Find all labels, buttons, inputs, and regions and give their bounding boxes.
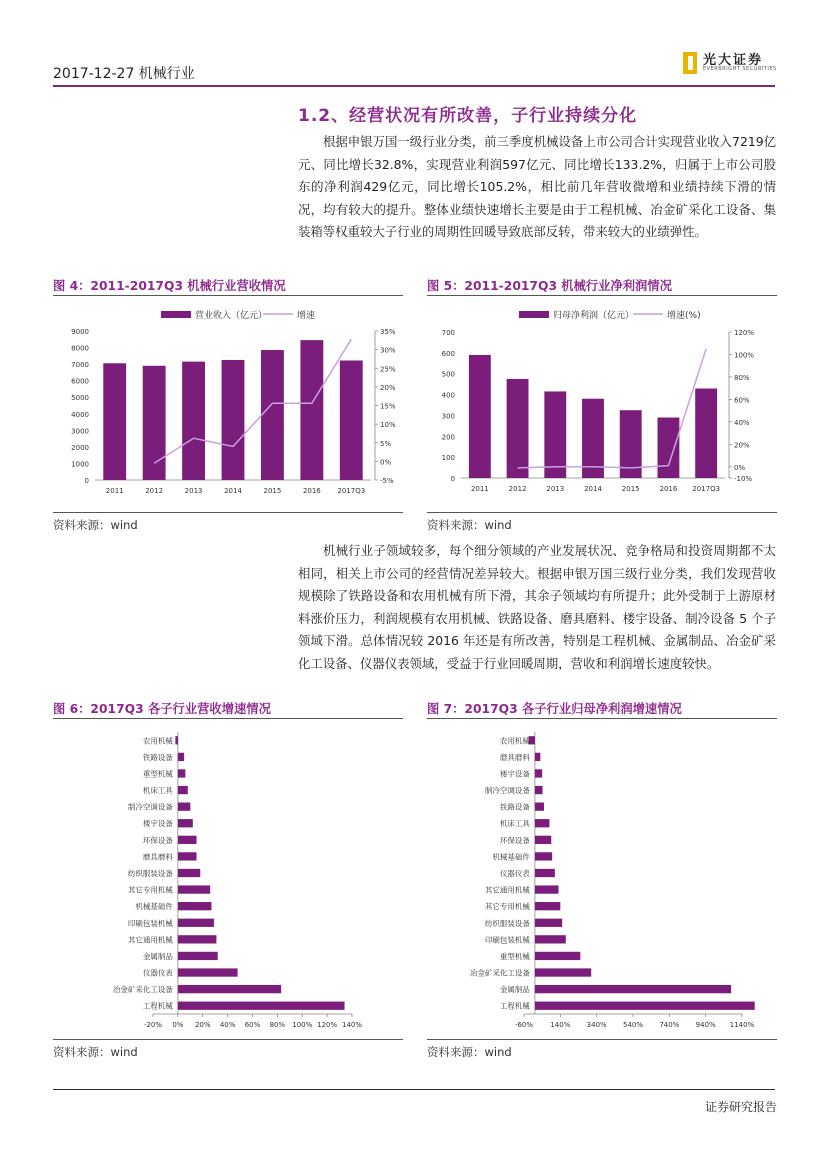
bar-纺织服装设备: [535, 919, 562, 927]
legend-bar-swatch: [519, 311, 549, 318]
y2-tick-label: 0%: [734, 463, 746, 472]
category-label: 其它专用机械: [127, 885, 173, 895]
category-label: 铁路设备: [142, 752, 173, 762]
y2-tick-label: 0%: [380, 458, 392, 467]
bar-楼宇设备: [535, 769, 542, 777]
logo-english: EVERBRIGHT SECURITIES: [703, 66, 777, 72]
x-tick-label: 2017Q3: [692, 485, 721, 493]
figure-7-source: 资料来源：wind: [427, 1045, 512, 1059]
bar-制冷空调设备: [535, 786, 543, 794]
y2-tick-label: 20%: [380, 383, 396, 392]
paragraph-2: [298, 540, 776, 676]
bar-印刷包装机械: [535, 935, 566, 943]
bar-楼宇设备: [178, 819, 193, 827]
x-tick-label: 0%: [172, 1021, 184, 1029]
bar-铁路设备: [178, 753, 184, 761]
logo-mark-icon: [683, 52, 697, 74]
bar-2014: [222, 360, 245, 480]
y-tick-label: 700: [441, 329, 455, 337]
bar-铁路设备: [535, 803, 544, 811]
bar-农用机械: [175, 736, 177, 744]
y2-tick-label: -5%: [380, 477, 394, 485]
bar-2016: [300, 340, 323, 480]
y2-tick-label: 40%: [734, 418, 750, 427]
x-tick-label: 80%: [269, 1021, 286, 1029]
bar-磨具磨料: [178, 852, 197, 860]
bar-2015: [261, 350, 284, 480]
x-tick-label: 2013: [546, 485, 565, 493]
report-date-industry: 2017-12-27 机械行业: [53, 66, 195, 82]
category-label: 金属制品: [499, 985, 530, 995]
category-label: 重型机械: [499, 951, 530, 961]
y-tick-label: 1000: [71, 460, 89, 469]
category-label: 纺织服装设备: [127, 869, 173, 878]
y-tick-label: 6000: [71, 377, 89, 386]
bar-2016: [657, 418, 679, 478]
figure-6-title: 图 6：2017Q3 各子行业营收增速情况: [53, 702, 271, 716]
paragraph-1-text: 根据申银万国一级行业分类，前三季度机械设备上市公司合计实现营业收入7219亿元、同比增长32.8%，实现营业利润597亿元、同比增长133.2%，归属于上市公司股东的净利润429亿元，同比增长105.2%，相比前几年营收微增和业绩持续下滑的情况，均有较大的提升。整体业绩快速增长主要是由于工程机械、冶金矿采化工设备、集装箱等权重较大子行业的周期性回暖导致底部反转，带来较大的业绩弹性。: [298, 134, 776, 240]
bar-工程机械: [535, 1002, 755, 1010]
x-tick-label: 2017Q3: [337, 487, 366, 495]
y2-tick-label: 10%: [380, 421, 396, 430]
y2-tick-label: 20%: [734, 441, 750, 450]
category-label: 印刷包装机械: [484, 935, 530, 945]
category-label: 磨具磨料: [499, 752, 530, 762]
bar-工程机械: [178, 1002, 345, 1010]
bar-2013: [544, 391, 566, 478]
y-tick-label: 500: [441, 370, 455, 379]
y-tick-label: 400: [441, 391, 455, 400]
x-tick-label: 340%: [586, 1021, 607, 1029]
bar-2011: [469, 355, 491, 478]
y-tick-label: 2000: [71, 443, 89, 452]
x-tick-label: 2015: [263, 487, 282, 495]
bar-机床工具: [535, 819, 550, 827]
x-tick-label: 2013: [184, 487, 203, 495]
y2-tick-label: 100%: [734, 351, 755, 360]
y2-tick-label: 35%: [380, 328, 396, 336]
x-tick-label: 100%: [292, 1021, 313, 1029]
x-tick-label: 2016: [659, 485, 678, 493]
category-label: 仪器仪表: [499, 869, 530, 878]
x-tick-label: 2012: [145, 487, 164, 495]
legend-line-label: 增速: [297, 311, 316, 321]
category-label: 农用机械: [499, 736, 530, 746]
category-label: 重型机械: [142, 769, 173, 779]
figure-7-bottom-rule: [427, 1039, 777, 1040]
y2-tick-label: 120%: [734, 329, 755, 337]
bar-机械基础件: [178, 902, 212, 910]
x-tick-label: 1140%: [729, 1021, 755, 1029]
paragraph-1: [298, 131, 776, 244]
x-tick-label: 740%: [659, 1021, 680, 1029]
figure-7-chart: [427, 722, 777, 1036]
bar-纺织服装设备: [178, 869, 200, 877]
category-label: 工程机械: [499, 1001, 530, 1011]
y-tick-label: 7000: [71, 361, 89, 370]
bar-仪器仪表: [178, 968, 238, 976]
bar-冶金矿采化工设备: [535, 968, 591, 976]
bar-其它通用机械: [535, 885, 559, 893]
y-tick-label: 9000: [71, 328, 89, 336]
x-tick-label: 2011: [105, 487, 124, 495]
bar-重型机械: [178, 769, 185, 777]
category-label: 机械基础件: [492, 852, 530, 862]
bar-冶金矿采化工设备: [178, 985, 281, 993]
bar-金属制品: [535, 985, 731, 993]
bar-环保设备: [535, 836, 551, 844]
category-label: 冶金矿采化工设备: [469, 968, 530, 978]
legend-line-label: 增速(%): [667, 311, 701, 321]
x-tick-label: 2012: [508, 485, 527, 493]
y-tick-label: 0: [84, 477, 89, 485]
bar-机床工具: [178, 786, 188, 794]
legend-bar-swatch: [161, 311, 191, 318]
figure-7-rule: [427, 718, 777, 719]
x-tick-label: 2015: [621, 485, 640, 493]
x-tick-label: 20%: [194, 1021, 211, 1029]
figure-4-rule: [53, 295, 403, 296]
figure-5-bottom-rule: [427, 512, 777, 513]
category-label: 金属制品: [142, 951, 173, 961]
x-tick-label: 40%: [219, 1021, 236, 1029]
figure-4-source: 资料来源：wind: [53, 518, 138, 532]
category-label: 机械基础件: [135, 902, 173, 912]
bar-重型机械: [535, 952, 580, 960]
bar-机械基础件: [535, 852, 552, 860]
company-logo: [683, 52, 777, 74]
bar-其它专用机械: [178, 885, 210, 893]
logo-name: 光大证券: [703, 53, 764, 68]
figure-6-source: 资料来源：wind: [53, 1045, 138, 1059]
section-title: 1.2、经营状况有所改善，子行业持续分化: [298, 106, 638, 126]
y2-tick-label: -10%: [734, 475, 753, 483]
y-tick-label: 300: [441, 412, 455, 421]
category-label: 铁路设备: [499, 802, 530, 812]
category-label: 机床工具: [142, 786, 173, 796]
legend-bar-label: 归母净利润（亿元）: [553, 311, 635, 321]
figure-4-chart: [53, 298, 403, 510]
figure-5-source: 资料来源：wind: [427, 518, 512, 532]
category-label: 印刷包装机械: [127, 918, 173, 928]
category-label: 楼宇设备: [499, 769, 530, 779]
category-label: 纺织服装设备: [484, 918, 530, 928]
y2-tick-label: 5%: [380, 439, 392, 448]
x-tick-label: 140%: [341, 1021, 363, 1029]
y2-tick-label: 60%: [734, 396, 750, 405]
x-tick-label: 2016: [302, 487, 321, 495]
x-tick-label: 2014: [224, 487, 242, 495]
y2-tick-label: 25%: [380, 365, 396, 374]
figure-5-title: 图 5：2011-2017Q3 机械行业净利润情况: [427, 279, 672, 293]
footer-label: 证券研究报告: [705, 1100, 778, 1114]
figure-4-title: 图 4：2011-2017Q3 机械行业营收情况: [53, 279, 286, 293]
category-label: 制冷空调设备: [127, 802, 173, 812]
category-label: 其它专用机械: [484, 902, 530, 912]
bar-2012: [507, 379, 529, 478]
x-tick-label: 2014: [584, 485, 602, 493]
x-tick-label: 120%: [317, 1021, 338, 1029]
bar-2011: [103, 363, 126, 480]
category-label: 环保设备: [142, 835, 173, 845]
category-label: 楼宇设备: [142, 819, 173, 829]
figure-6-chart: [53, 722, 403, 1036]
x-tick-label: 2011: [470, 485, 489, 493]
bar-2013: [182, 362, 205, 480]
y-tick-label: 3000: [71, 427, 89, 436]
category-label: 工程机械: [142, 1001, 173, 1011]
bar-印刷包装机械: [178, 919, 214, 927]
figure-7-title: 图 7：2017Q3 各子行业归母净利润增速情况: [427, 702, 682, 716]
y2-tick-label: 80%: [734, 373, 750, 382]
category-label: 冶金矿采化工设备: [112, 985, 173, 995]
x-tick-label: -60%: [514, 1021, 534, 1029]
y2-tick-label: 15%: [380, 402, 396, 411]
legend-bar-label: 营业收入（亿元）: [195, 311, 268, 321]
x-tick-label: 540%: [622, 1021, 644, 1029]
y2-tick-label: 30%: [380, 346, 396, 355]
y-tick-label: 600: [441, 349, 455, 358]
y-tick-label: 200: [441, 433, 455, 442]
bar-制冷空调设备: [178, 803, 190, 811]
x-tick-label: 140%: [550, 1021, 571, 1029]
figure-5-rule: [427, 295, 777, 296]
category-label: 机床工具: [499, 819, 530, 829]
category-label: 其它通用机械: [484, 885, 530, 895]
bar-磨具磨料: [535, 753, 540, 761]
bar-其它专用机械: [535, 902, 560, 910]
x-tick-label: 940%: [695, 1021, 716, 1029]
category-label: 磨具磨料: [142, 852, 173, 862]
y-tick-label: 5000: [71, 394, 89, 403]
category-label: 农用机械: [142, 736, 173, 746]
category-label: 环保设备: [499, 835, 530, 845]
figure-6-rule: [53, 718, 403, 719]
y-tick-label: 100: [441, 454, 455, 463]
paragraph-2-text: 机械行业子领域较多，每个细分领域的产业发展状况、竞争格局和投资周期都不太相同，相关上市公司的经营情况差异较大。根据申银万国三级行业分类，我们发现营收规模除了铁路设备和农用机械有所下滑，其余子领域均有所提升；此外受制于上游原材料涨价压力，利润规模有农用机械、铁路设备、磨具磨料、楼宇设备、制冷设备 5 个子领域下滑。总体情况较 2016 年还是有所改善，特别是工程机械、金属制品、冶金矿采化工设备、仪器仪表领域，受益于行业回暖周期，营收和利润增长速度较快。: [298, 543, 776, 671]
y-tick-label: 8000: [71, 344, 89, 353]
bar-2017Q3: [695, 389, 717, 478]
x-tick-label: -20%: [143, 1021, 163, 1029]
header-divider: [53, 85, 775, 87]
footer-divider: [53, 1089, 775, 1090]
figure-5-chart: [427, 298, 777, 510]
bar-仪器仪表: [535, 869, 555, 877]
y-tick-label: 0: [450, 475, 455, 483]
figure-4-bottom-rule: [53, 512, 403, 513]
bar-2017Q3: [340, 360, 363, 480]
bar-金属制品: [178, 952, 218, 960]
y-tick-label: 4000: [71, 410, 89, 419]
category-label: 仪器仪表: [142, 968, 173, 978]
figure-6-bottom-rule: [53, 1039, 403, 1040]
category-label: 其它通用机械: [127, 935, 173, 945]
bar-环保设备: [178, 836, 197, 844]
x-tick-label: 60%: [244, 1021, 261, 1029]
category-label: 制冷空调设备: [484, 786, 530, 796]
bar-其它通用机械: [178, 935, 217, 943]
